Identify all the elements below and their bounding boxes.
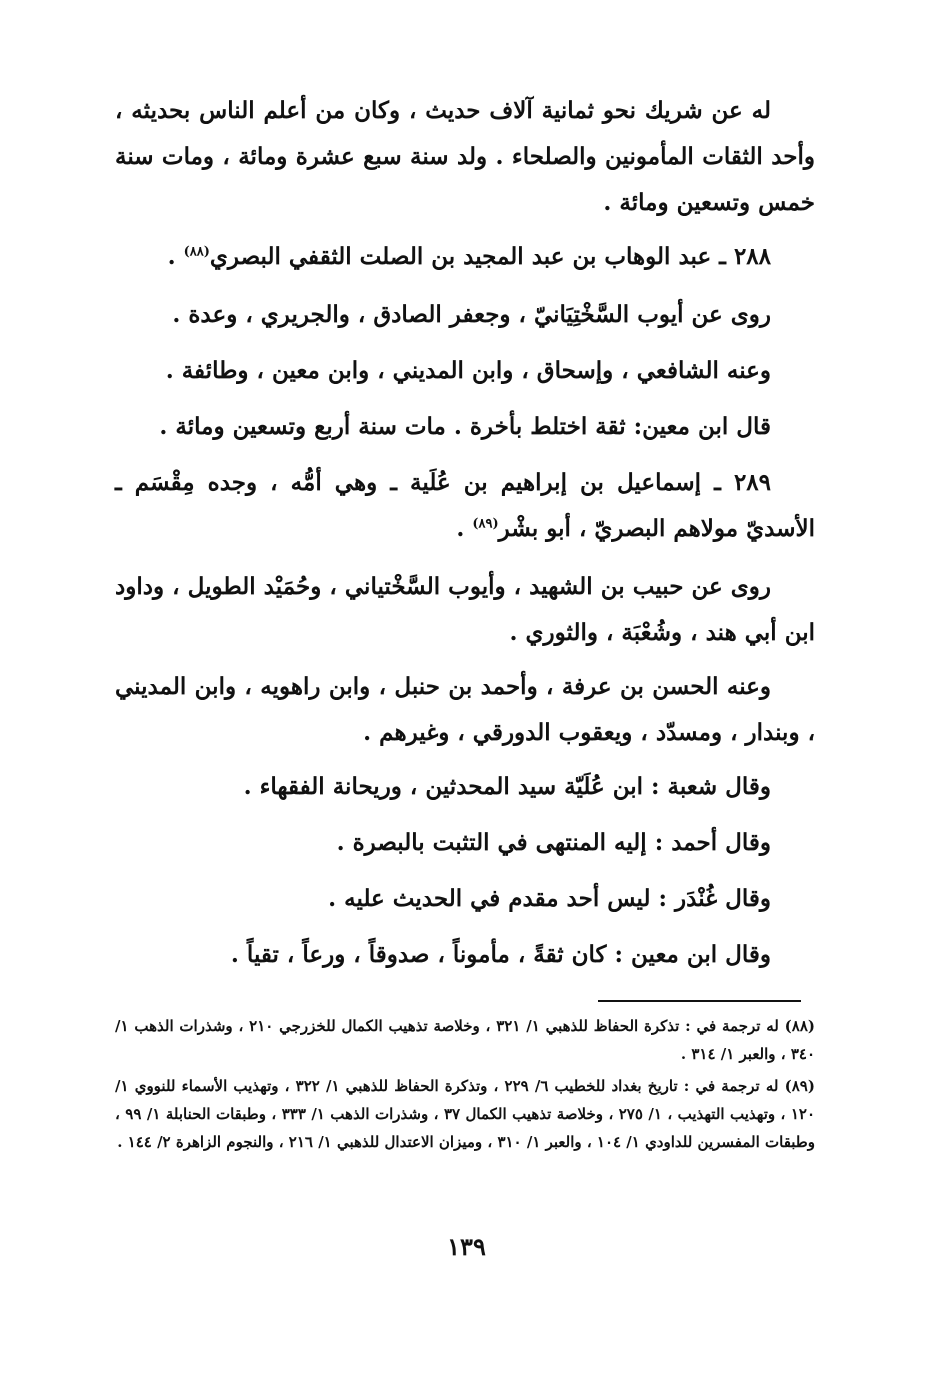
paragraph-text: وقال شعبة : ابن عُلَيّة سيد المحدثين ، وريحانة الفقهاء . (243, 773, 771, 800)
footnote-ref-88[interactable]: (٨٨) (183, 244, 210, 260)
paragraph-text: روى عن حبيب بن الشهيد ، وأيوب السَّخْتياني ، وحُمَيْد الطويل ، وداود ابن أبي هند ، وشُعْبَة ، والثوري . (115, 573, 815, 646)
footnote-separator (598, 1000, 801, 1002)
footnote-text: (٨٨) له ترجمة في : تذكرة الحفاظ للذهبي ١/ ٣٢١ ، وخلاصة تذهيب الكمال للخزرجي ٢١٠ ، وشذرات الذهب ١/ ٣٤٠ ، والعبر ١/ ٣١٤ . (115, 1017, 816, 1063)
entry-title-end: . (167, 243, 184, 270)
quote-ahmad (115, 820, 815, 866)
paragraph-text: وعنه الحسن بن عرفة ، وأحمد بن حنبل ، وابن راهويه ، وابن المديني ، وبندار ، ومسدّد ، ويعقوب الدورقي ، وغيرهم . (115, 673, 815, 746)
paragraph-text: وقال ابن معين : كان ثقةً ، مأموناً ، صدوقاً ، ورعاً ، تقياً . (230, 941, 771, 968)
entry-title: ٢٨٨ ـ عبد الوهاب بن عبد المجيد بن الصلت الثقفي البصري (209, 243, 771, 270)
paragraph-text: وقال غُنْدَر : ليس أحد مقدم في الحديث عليه . (328, 885, 771, 912)
entry-289-narrated-from (115, 564, 815, 656)
footnote-text: (٨٩) له ترجمة في : تاريخ بغداد للخطيب ٦/ ٢٢٩ ، وتذكرة الحفاظ للذهبي ١/ ٣٢٢ ، وتهذيب الأسماء للنووي ١/ ١٢٠ ، وتهذيب التهذيب ، ١/ ٢٧٥ ، وخلاصة تذهيب الكمال ٣٧ ، وشذرات الذهب ١/ ٣٣٣ ، وطبقات الحنابلة ١/ ٩٩ ، وطبقات المفسرين للداودي ١/ ١٠٤ ، والعبر ١/ ٣١٠ ، وميزان الاعتدال للذهبي ١/ ٢١٦ ، والنجوم الزاهرة ٢/ ١٤٤ . (115, 1077, 816, 1151)
entry-288-heading (115, 234, 815, 280)
paragraph-text: روى عن أيوب السَّخْتِيَانيّ ، وجعفر الصادق ، والجريري ، وعدة . (172, 301, 771, 328)
entry-289-narrated-by (115, 664, 815, 756)
entry-288-grading (115, 404, 815, 450)
paragraph-text: وعنه الشافعي ، وإسحاق ، وابن المديني ، وابن معين ، وطائفة . (165, 357, 771, 384)
footnote-ref-89[interactable]: (٨٩) (472, 516, 499, 532)
quote-ghundar (115, 876, 815, 922)
paragraph-text: وقال أحمد : إليه المنتهى في التثبت بالبصرة . (336, 829, 771, 856)
entry-title-end: . (456, 515, 473, 542)
quote-shuba (115, 764, 815, 810)
entry-title: ٢٨٩ ـ إسماعيل بن إبراهيم بن عُلَية ـ وهي أمُّه ، وجده مِقْسَم ـ الأسديّ مولاهم البصريّ ، أبو بشْر (115, 469, 815, 542)
paragraph-text: قال ابن معين: ثقة اختلط بأخرة . مات سنة أربع وتسعين ومائة . (159, 413, 771, 440)
page-number: ١٣٩ (447, 1232, 486, 1261)
footnote-89 (115, 1072, 815, 1156)
entry-288-narrated-from (115, 292, 815, 338)
paragraph-intro (115, 88, 815, 226)
quote-ibn-main (115, 932, 815, 978)
entry-289-heading (115, 460, 815, 552)
footnote-88 (115, 1012, 815, 1068)
entry-288-narrated-by (115, 348, 815, 394)
paragraph-text: له عن شريك نحو ثمانية آلاف حديث ، وكان من أعلم الناس بحديثه ، وأحد الثقات المأمونين والصلحاء . ولد سنة سبع عشرة ومائة ، ومات سنة خمس وتسعين ومائة . (115, 97, 815, 216)
